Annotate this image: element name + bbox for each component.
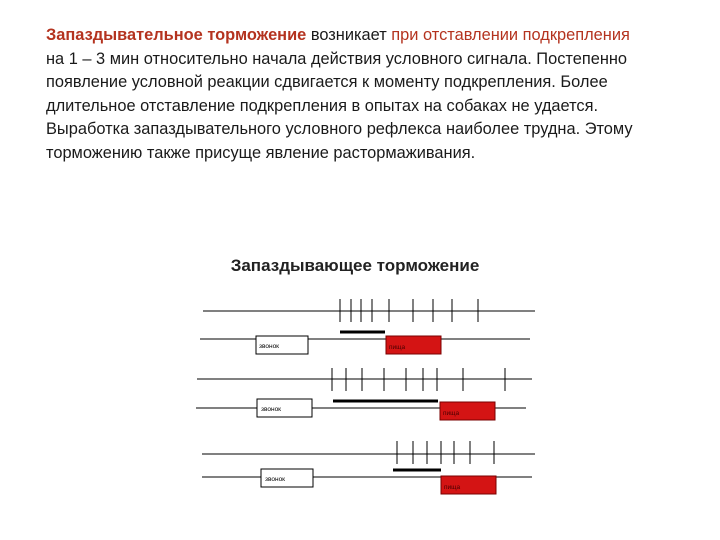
diagram-title: Запаздывающее торможение xyxy=(230,256,480,275)
diagram-row-2 xyxy=(196,368,532,420)
stimulus-label: звонок xyxy=(265,476,286,483)
stimulus-label: звонок xyxy=(261,406,282,413)
reinforcement-label: пища xyxy=(389,344,406,351)
paragraph-text-2: на 1 – 3 мин относительно начала действия условного сигнала. Постепенно появление условной реакции сдвигается к моменту подкрепления. Более длительное отставление подкрепления в опытах на собаках не удается. Выработка запаздывательного условного рефлекса наиболее трудна. Этому торможению также присуще явление растормаживания. xyxy=(46,49,633,162)
paragraph-text-1: возникает xyxy=(306,26,392,44)
diagram-row-1 xyxy=(200,299,535,354)
reinforcement-label: пища xyxy=(444,484,461,491)
reinforcement-label: пища xyxy=(443,410,460,417)
reaction-ticks xyxy=(397,441,494,464)
highlight-reinforcement-delay: при отставлении подкрепления xyxy=(391,26,630,44)
stimulus-label: звонок xyxy=(259,343,280,350)
diagram-row-3 xyxy=(202,441,535,494)
term-delayed-inhibition: Запаздывательное торможение xyxy=(46,26,307,44)
